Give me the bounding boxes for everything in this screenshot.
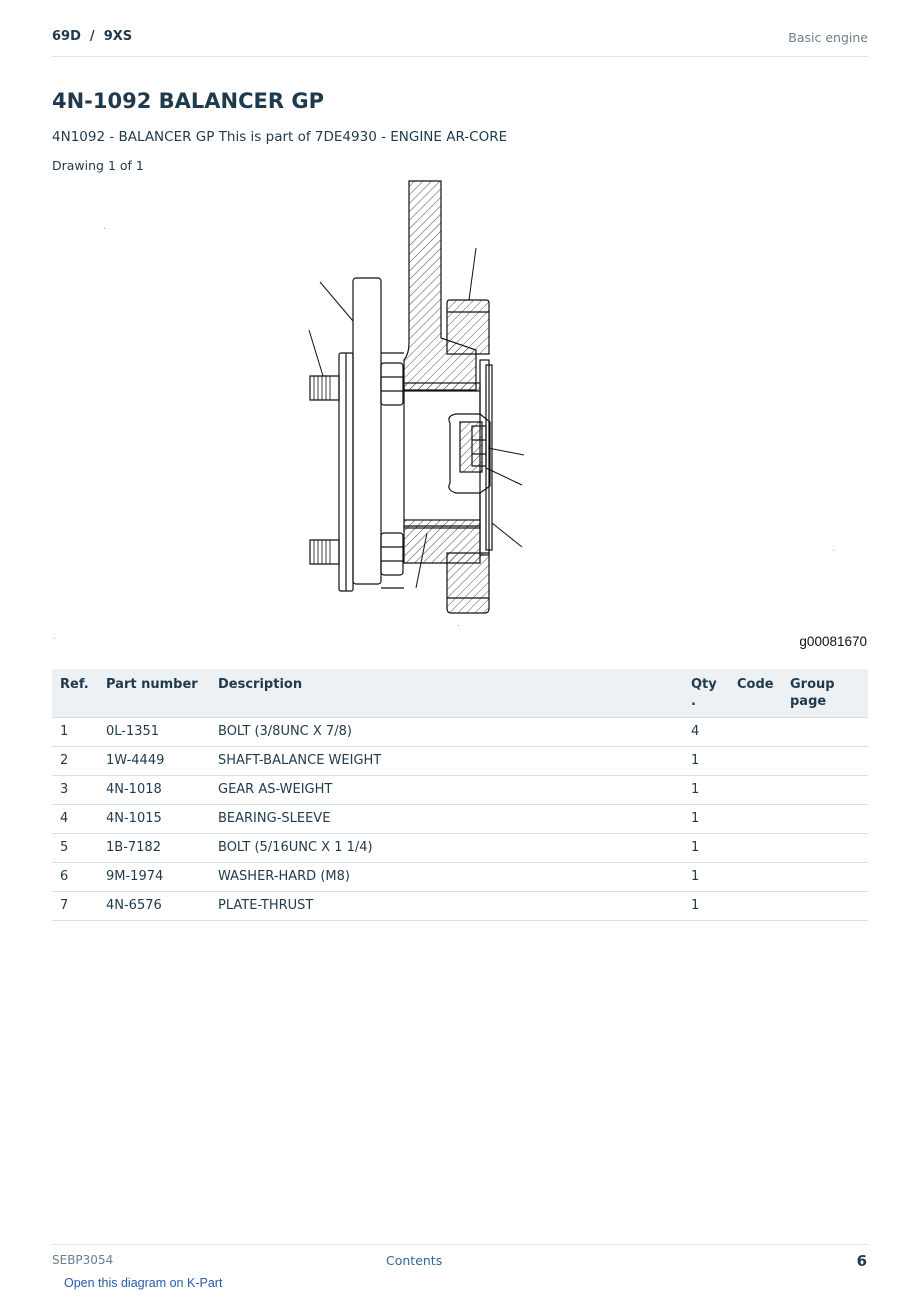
cell-group-page [782,863,868,892]
cell-ref: 6 [52,863,98,892]
parts-diagram [290,178,540,623]
cell-part-number: 1W-4449 [98,747,210,776]
col-description: Description [210,669,683,718]
page-header [52,28,868,57]
drawing-label: Drawing 1 of 1 [52,158,144,173]
cell-description: WASHER-HARD (M8) [210,863,683,892]
table-row [52,863,868,892]
table-header-row [52,669,868,718]
cell-part-number: 4N-1018 [98,776,210,805]
cell-ref: 5 [52,834,98,863]
parts-table [52,669,868,921]
cell-group-page [782,718,868,747]
cell-description: GEAR AS-WEIGHT [210,776,683,805]
scan-speck [833,550,834,551]
cell-description: PLATE-THRUST [210,892,683,921]
cell-group-page [782,776,868,805]
cell-qty: 1 [683,805,729,834]
cell-part-number: 4N-1015 [98,805,210,834]
cell-qty: 1 [683,892,729,921]
page-title: 4N-1092 BALANCER GP [52,89,324,113]
page-subtitle: 4N1092 - BALANCER GP This is part of 7DE4930 - ENGINE AR-CORE [52,129,508,145]
cell-code [729,805,782,834]
col-group-page: Group page [782,669,868,718]
cell-part-number: 1B-7182 [98,834,210,863]
page-number: 6 [856,1252,867,1270]
col-code: Code [729,669,782,718]
cell-part-number: 4N-6576 [98,892,210,921]
col-qty: Qty . [683,669,729,718]
cell-group-page [782,892,868,921]
cell-code [729,718,782,747]
table-row [52,718,868,747]
image-code: g00081670 [799,634,867,649]
cell-code [729,863,782,892]
cell-code [729,892,782,921]
cell-qty: 1 [683,834,729,863]
scan-speck [104,228,105,229]
table-row [52,834,868,863]
cell-group-page [782,834,868,863]
cell-code [729,834,782,863]
cell-ref: 1 [52,718,98,747]
contents-link[interactable]: Contents [386,1253,443,1268]
cell-description: BOLT (5/16UNC X 1 1/4) [210,834,683,863]
cell-qty: 1 [683,776,729,805]
model-breadcrumb: 69D / 9XS [52,29,133,44]
open-kpart-link[interactable]: Open this diagram on K-Part [64,1276,223,1290]
table-row [52,805,868,834]
cell-ref: 3 [52,776,98,805]
table-row [52,747,868,776]
cell-qty: 1 [683,747,729,776]
footer-divider [52,1244,868,1245]
col-ref: Ref. [52,669,98,718]
cell-code [729,776,782,805]
cell-ref: 7 [52,892,98,921]
cell-group-page [782,747,868,776]
cell-description: BOLT (3/8UNC X 7/8) [210,718,683,747]
scan-speck [458,625,459,626]
cell-code [729,747,782,776]
cell-part-number: 0L-1351 [98,718,210,747]
section-name: Basic engine [788,30,868,45]
table-row [52,776,868,805]
cell-description: SHAFT-BALANCE WEIGHT [210,747,683,776]
col-part-number: Part number [98,669,210,718]
cell-qty: 1 [683,863,729,892]
scan-speck [54,638,55,639]
cell-ref: 4 [52,805,98,834]
cell-qty: 4 [683,718,729,747]
cell-group-page [782,805,868,834]
cell-description: BEARING-SLEEVE [210,805,683,834]
cell-part-number: 9M-1974 [98,863,210,892]
document-id: SEBP3054 [52,1253,114,1267]
table-row [52,892,868,921]
cell-ref: 2 [52,747,98,776]
